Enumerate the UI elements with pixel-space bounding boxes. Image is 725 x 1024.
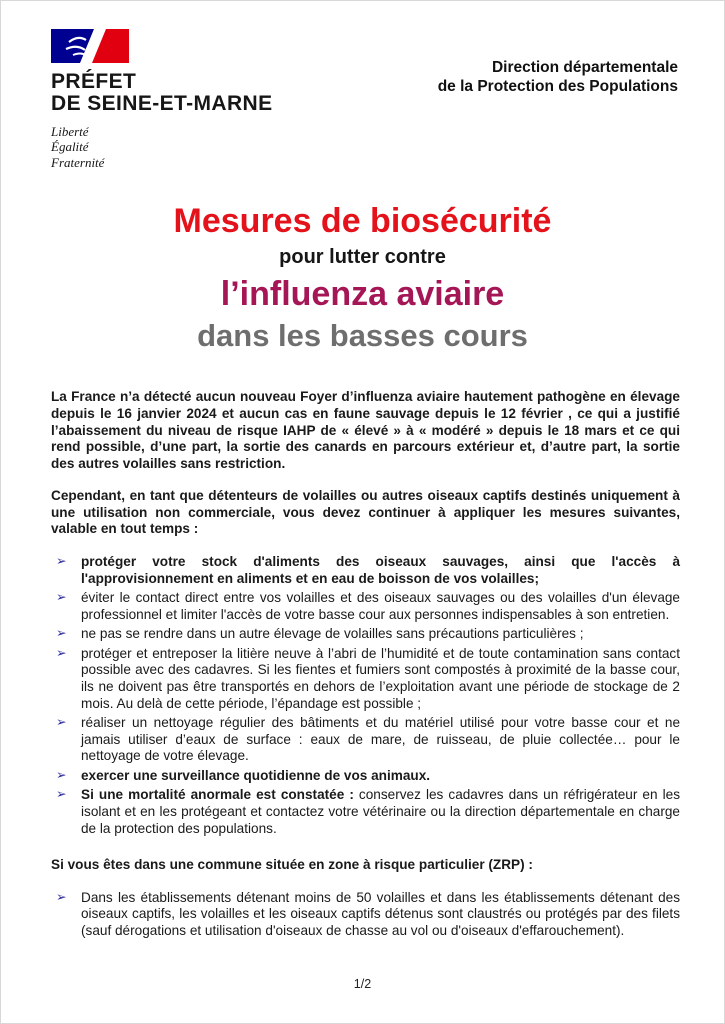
bullet-arrow-icon: ➢ bbox=[56, 787, 67, 802]
document-body bbox=[1, 389, 724, 939]
measure-text: ne pas se rendre dans un autre élevage de volailles sans précautions particulières ; bbox=[81, 626, 584, 642]
bullet-arrow-icon: ➢ bbox=[56, 715, 67, 730]
mortality-rest: conservez les cadavres dans un réfrigérateur en les isolant et en les protégeant et contactez votre vétérinaire ou la direction départementale en charge de la protection des populations. bbox=[81, 787, 680, 836]
zrp-list bbox=[51, 890, 680, 940]
measure-text: protéger votre stock d'aliments des oiseaux sauvages, ainsi que l'accès à l'approvisionnement en aliments et en eau de boisson de vos volailles; bbox=[81, 553, 680, 586]
measure-text: exercer une surveillance quotidienne de vos animaux. bbox=[81, 767, 431, 783]
issuing-direction bbox=[438, 59, 678, 96]
intro-paragraph-1: La France n’a détecté aucun nouveau Foyer d’influenza aviaire hautement pathogène en élevage depuis le 16 janvier 2024 et aucun cas en faune sauvage depuis le 12 février , ce qui a justifié l’abaissement du niveau de risque IAHP de « élevé » à « modéré » depuis le 18 mars et ce qui rend possible, d’une part, la sortie des canards en parcours extérieur et, d’autre part, la sortie des autres volailles sans restriction. bbox=[51, 389, 680, 471]
list-item bbox=[51, 715, 680, 765]
bullet-arrow-icon: ➢ bbox=[56, 767, 67, 782]
list-item bbox=[51, 626, 680, 643]
bullet-arrow-icon: ➢ bbox=[56, 626, 67, 641]
motto-fraternite: Fraternité bbox=[51, 154, 105, 170]
title-main: Mesures de biosécurité bbox=[173, 202, 552, 241]
document-title-block bbox=[1, 202, 724, 353]
measure-text: éviter le contact direct entre vos volailles et des oiseaux sauvages ou des volailles d'un élevage professionnel et limiter l'accès de votre basse cour aux personnes indispensables à son entretien. bbox=[81, 590, 680, 622]
direction-line1: Direction départementale bbox=[491, 59, 678, 76]
measure-text: réaliser un nettoyage régulier des bâtiments et du matériel utilisé pour votre basse cour et ne jamais utiliser d’eaux de surface : eaux de mare, de ruisseau, de pluie collectée… pour le nettoyage de votre élevage. bbox=[81, 715, 680, 764]
mortality-lead: Si une mortalité anormale est constatée : bbox=[81, 787, 354, 803]
list-item-mortality bbox=[51, 787, 680, 837]
list-item bbox=[51, 646, 680, 712]
prefecture-name bbox=[51, 71, 273, 115]
measure-text: protéger et entreposer la litière neuve à l’abri de l’humidité et de toute contamination sans contact possible avec des cadavres. Si les fientes et fumiers sont compostés à proximité de la basse cour, ils ne doivent pas être transportés en dehors de l’exploitation avant une période de stockage de 2 mois. Au delà de cette période, l’épandage est possible ; bbox=[81, 645, 680, 711]
list-item bbox=[51, 768, 680, 785]
direction-line2: de la Protection des Populations bbox=[437, 77, 678, 95]
zrp-text: Dans les établissements détenant moins de 50 volailles et dans les établissements détenant des oiseaux captifs, les volailles et les oiseaux captifs détenus sont claustrés ou protégés par des filets (sauf dérogations et utilisation d'oiseaux de chasse au vol ou d'oiseaux d'effarouchement). bbox=[81, 889, 680, 938]
page-number: 1/2 bbox=[353, 977, 372, 991]
bullet-arrow-icon: ➢ bbox=[56, 889, 67, 904]
french-flag-logo-icon bbox=[51, 29, 129, 63]
prefecture-name-line1: PRÉFET bbox=[51, 70, 137, 93]
page-header bbox=[1, 1, 724, 170]
government-logo-block bbox=[51, 29, 273, 170]
title-muted: dans les basses cours bbox=[197, 317, 528, 353]
zrp-section bbox=[51, 857, 680, 939]
motto-egalite: Égalité bbox=[51, 139, 89, 155]
list-item bbox=[51, 554, 680, 587]
measures-list bbox=[51, 554, 680, 837]
bullet-arrow-icon: ➢ bbox=[56, 645, 67, 660]
prefecture-name-line2: DE SEINE-ET-MARNE bbox=[51, 92, 273, 116]
list-item bbox=[51, 590, 680, 623]
title-accent: l’influenza aviaire bbox=[220, 274, 505, 313]
title-sub: pour lutter contre bbox=[279, 246, 446, 269]
motto-liberte: Liberté bbox=[51, 124, 89, 140]
bullet-arrow-icon: ➢ bbox=[56, 590, 67, 605]
intro-paragraph-2: Cependant, en tant que détenteurs de volailles ou autres oiseaux captifs destinés uniquement à une utilisation non commerciale, vous devez continuer à appliquer les mesures suivantes, valable en tout temps : bbox=[51, 488, 680, 537]
list-item bbox=[51, 890, 680, 940]
republic-motto bbox=[51, 124, 273, 170]
zrp-heading: Si vous êtes dans une commune située en zone à risque particulier (ZRP) : bbox=[51, 857, 533, 873]
bullet-arrow-icon: ➢ bbox=[56, 553, 67, 568]
